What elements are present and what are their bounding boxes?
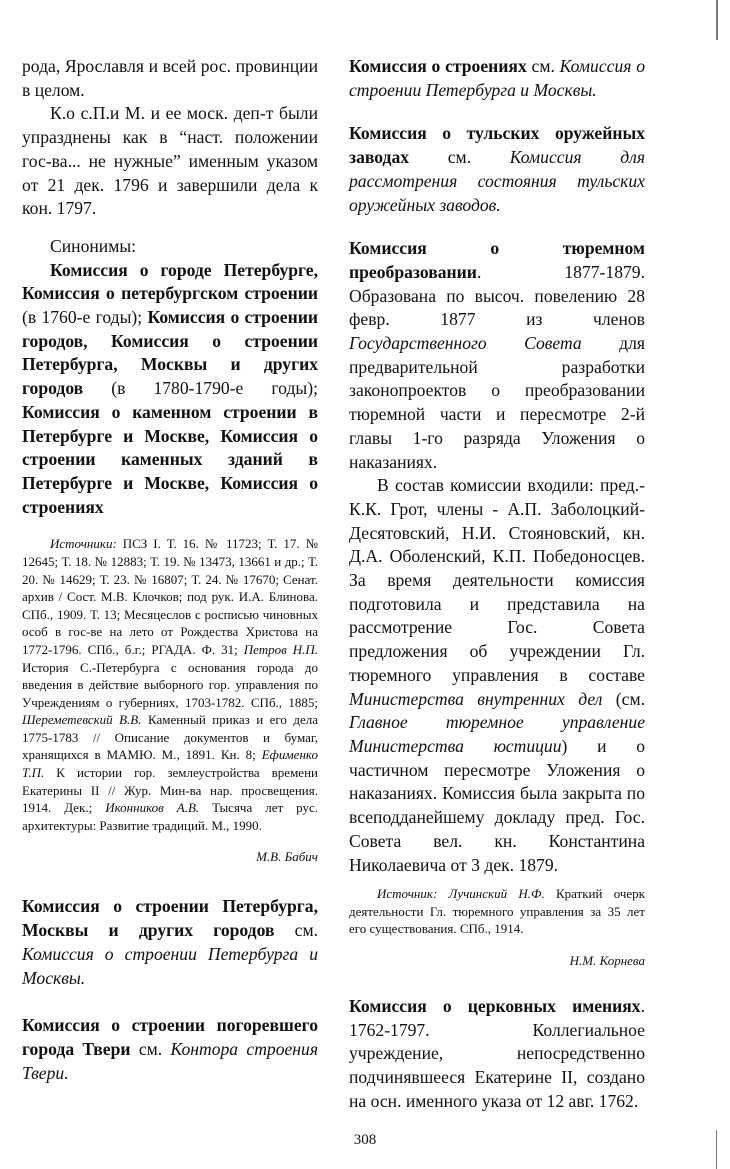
- paragraph-continuation: рода, Ярославля и всей рос. провинции в целом.: [22, 56, 318, 100]
- source-author: Ефименко Т.П.: [22, 747, 318, 781]
- synonym-term: Комиссия о городе Петербурге, Комиссия о петербургском строении: [22, 259, 318, 304]
- scan-edge-mark: [716, 1130, 717, 1169]
- entry-o-stroeniyakh: [349, 55, 645, 102]
- cross-reference: Главное тюремное управление Министерства юстиции: [349, 712, 645, 756]
- sources-block: [22, 535, 318, 834]
- paragraph-composition: [349, 474, 645, 877]
- cross-reference: Министерства внутренних дел: [349, 688, 603, 709]
- entry-text: ) и о частичном пересмотре Уложения о наказаниях. Комиссия была закрыта по всеподданейшему докладу пред. Гос. Совета вел. кн. Константина Николаевича от 3 дек. 1879.: [349, 735, 645, 875]
- source-author: Лучинский Н.Ф.: [437, 886, 545, 902]
- sources-text: Тысяча лет рус. архитектуры: Развитие традиций. М., 1990.: [22, 800, 318, 833]
- entry-title: Комиссия о строении Петербурга, Москвы и других городов: [22, 896, 318, 941]
- cross-reference: Контора строения Твери.: [22, 1038, 319, 1083]
- source-label: Источник:: [377, 886, 438, 902]
- synonyms-list: [22, 259, 318, 520]
- source-block: [349, 885, 645, 938]
- entry-text: . 1877-1879. Образована по высоч. повелению 28 февр. 1877 из членов: [349, 261, 645, 330]
- cross-reference: Комиссия о строении Петербурга и Москвы.: [349, 56, 646, 100]
- entry-title: Комиссия о тульских оружейных заводах: [349, 123, 645, 168]
- cross-reference: Комиссия для рассмотрения состояния тульских оружейных заводов.: [349, 147, 646, 215]
- entry-text: В состав комиссии входили: пред.- К.К. Грот, члены - А.П. Заболоцкий-Десятовский, Н.И. Стояновский, кн. Д.А. Оболенский, К.П. Победоносцев. За время деятельности комиссия подготовила и представила на рассмотрение Гос. Совета предложения об учреждении Гл. тюремного управления в составе: [349, 475, 645, 685]
- cross-reference: Государственного Совета: [349, 333, 582, 354]
- entry-tulskie-zavody: [349, 122, 645, 217]
- entry-stroenie-peterburga-moskvy: [22, 895, 318, 990]
- entry-text: . 1762-1797. Коллегиальное учреждение, непосредственно подчинявшееся Екатерине II, создано на осн. именного указа от 12 авг. 1762.: [349, 995, 645, 1111]
- entry-text: для предварительной разработки законопроектов о преобразовании тюремной части и пересмотре 2-й главы 1-го разряда Уложения о наказаниях.: [349, 333, 645, 472]
- synonym-note: (в 1780-1790-е годы);: [83, 378, 318, 399]
- entry-tyuremnoe-preobrazovanie: [349, 237, 645, 474]
- entry-title: Комиссия о тюремном преобразовании: [349, 238, 645, 282]
- sources-text: ПСЗ I. Т. 16. № 11723; Т. 17. № 12645; Т. 18. № 12883; Т. 19. № 13473, 13661 и др.; Т. 20. № 14629; Т. 23. № 16807; Т. 24. № 17670; Сенат. архив / Сост. М.В. Клочков; под рук. И.А. Блинова. СПб., 1909. Т. 13; Месяцеслов с росписью чиновных особ в гос-ве на лето от Рождества Христова на 1772-1796. СПб., б.г.; РГАДА. Ф. 31;: [22, 536, 318, 657]
- page-number: 308: [353, 1132, 377, 1148]
- entry-title: Комиссия о строении погоревшего города Твери: [22, 1015, 318, 1059]
- source-author: Иконников А.В.: [105, 800, 200, 816]
- see-label: см.: [409, 147, 510, 168]
- sources-text: К истории гор. землеустройства времени Екатерины II // Жур. Мин-ва нар. просвещения. 1914. Дек.;: [22, 765, 318, 816]
- see-label: см.: [130, 1038, 171, 1059]
- entry-text: (см.: [602, 688, 645, 709]
- source-author: Петров Н.П.: [243, 641, 318, 657]
- sources-text: История С.-Петербурга с основания города до введения в действие выборного гор. управления по Учреждениям о губерниях, 1703-1782. СПб., 1885;: [22, 659, 318, 710]
- synonyms-label: Синонимы:: [50, 235, 137, 256]
- paragraph-abolition: К.о с.П.и М. и ее моск. деп-т были упразднены как в “наст. положении гос-ва... не нужные” именным указом от 21 дек. 1796 и завершили дела к кон. 1797.: [22, 103, 318, 219]
- synonym-term: Комиссия о строении городов, Комиссия о строении Петербурга, Москвы и других городов: [22, 307, 318, 399]
- entry-title: Комиссия о строениях: [349, 56, 527, 76]
- entry-stroenie-tveri: [22, 1014, 318, 1085]
- sources-label: Источники:: [50, 536, 117, 552]
- author-signature: М.В. Бабич: [256, 849, 318, 865]
- source-text: Краткий очерк деятельности Гл. тюремного управления за 35 лет его существования. СПб., 1914.: [349, 886, 645, 937]
- author-signature: Н.М. Корнева: [569, 952, 645, 968]
- scan-edge-mark: [716, 0, 718, 40]
- entry-tserkovnye-imeniya: [349, 995, 645, 1114]
- sources-text: Каменный приказ и его дела 1775-1783 // Описание документов и бумаг, хранящихся в МАМЮ. М., 1891. Кн. 8;: [22, 712, 318, 763]
- synonym-term: Комиссия о каменном строении в Петербурге и Москве, Комиссия о строении каменных зданий в Петербурге и Москве, Комиссия о строениях: [22, 401, 318, 517]
- right-column: [349, 55, 645, 1114]
- left-column: [22, 55, 318, 1085]
- see-label: см.: [526, 56, 560, 76]
- entry-title: Комиссия о церковных имениях: [349, 995, 641, 1016]
- see-label: см.: [274, 920, 318, 941]
- cross-reference: Комиссия о строении Петербурга и Москвы.: [22, 943, 318, 988]
- source-author: Шереметевский В.В.: [22, 712, 142, 728]
- synonym-note: (в 1760-е годы);: [22, 307, 148, 328]
